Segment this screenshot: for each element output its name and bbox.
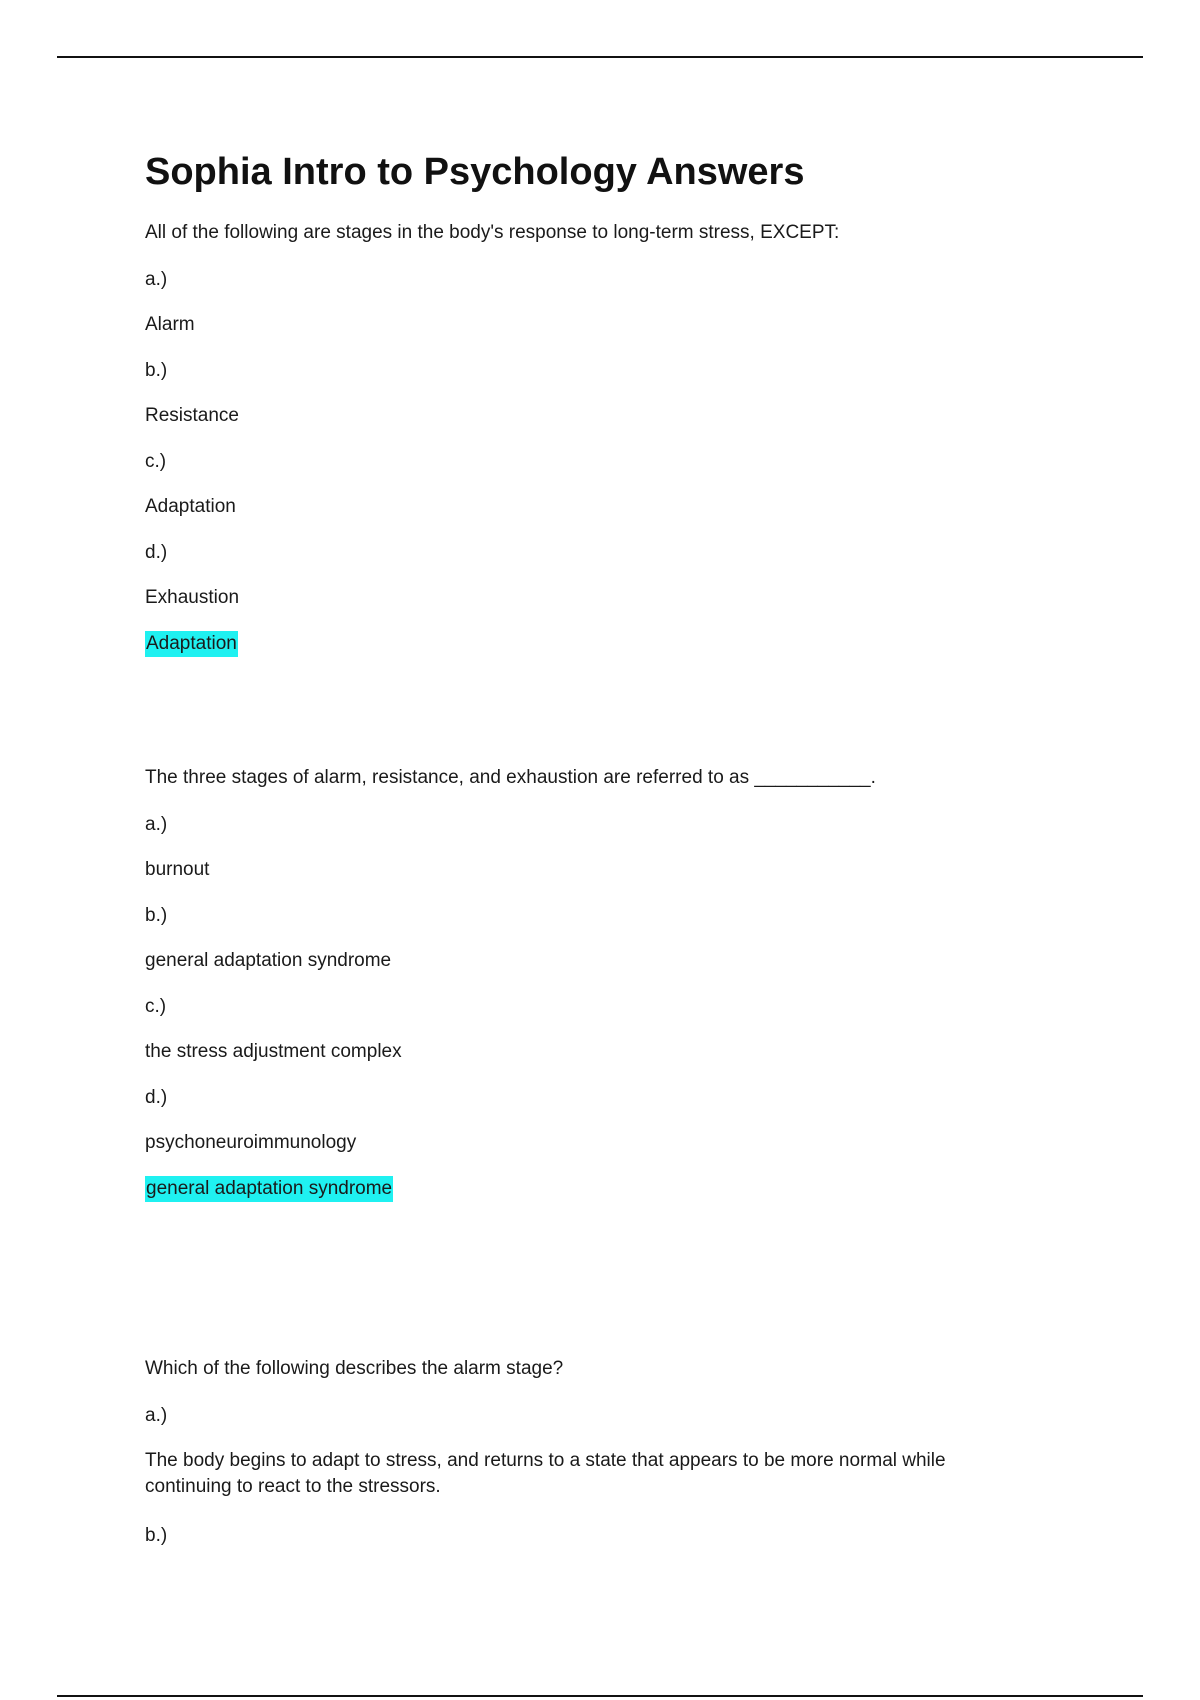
q2-option-b-letter: b.) [145,905,168,926]
q1-option-c-letter: c.) [145,451,167,472]
question-1-text: All of the following are stages in the body's response to long-term stress, EXCEPT: [145,222,840,243]
q2-option-d-text: psychoneuroimmunology [145,1132,357,1153]
q2-option-c-text: the stress adjustment complex [145,1041,402,1062]
bottom-rule [57,1695,1143,1697]
q3-option-a-letter: a.) [145,1405,168,1426]
q1-option-a-letter: a.) [145,269,168,290]
q1-option-d-text: Exhaustion [145,587,240,608]
q2-highlighted-answer: general adaptation syndrome [145,1176,393,1202]
q1-option-b-text: Resistance [145,405,239,426]
q3-option-a-text: The body begins to adapt to stress, and returns to a state that appears to be more normal while continuing to react to the stressors. [145,1450,946,1497]
q2-option-a-text: burnout [145,859,210,880]
q1-option-d-letter: d.) [145,542,168,563]
question-3-text: Which of the following describes the alarm stage? [145,1358,564,1379]
q1-option-b-letter: b.) [145,360,168,381]
q1-option-a-text: Alarm [145,314,195,335]
q2-option-c-letter: c.) [145,996,167,1017]
q2-option-d-letter: d.) [145,1087,168,1108]
question-2-text: The three stages of alarm, resistance, and exhaustion are referred to as ___________. [145,767,876,788]
q3-option-b-letter: b.) [145,1525,168,1546]
q1-option-c-text: Adaptation [145,496,236,517]
q2-option-a-letter: a.) [145,814,168,835]
q1-highlighted-answer: Adaptation [145,631,238,657]
top-rule [57,56,1143,58]
q2-option-b-text: general adaptation syndrome [145,950,392,971]
page-title: Sophia Intro to Psychology Answers [145,151,805,193]
